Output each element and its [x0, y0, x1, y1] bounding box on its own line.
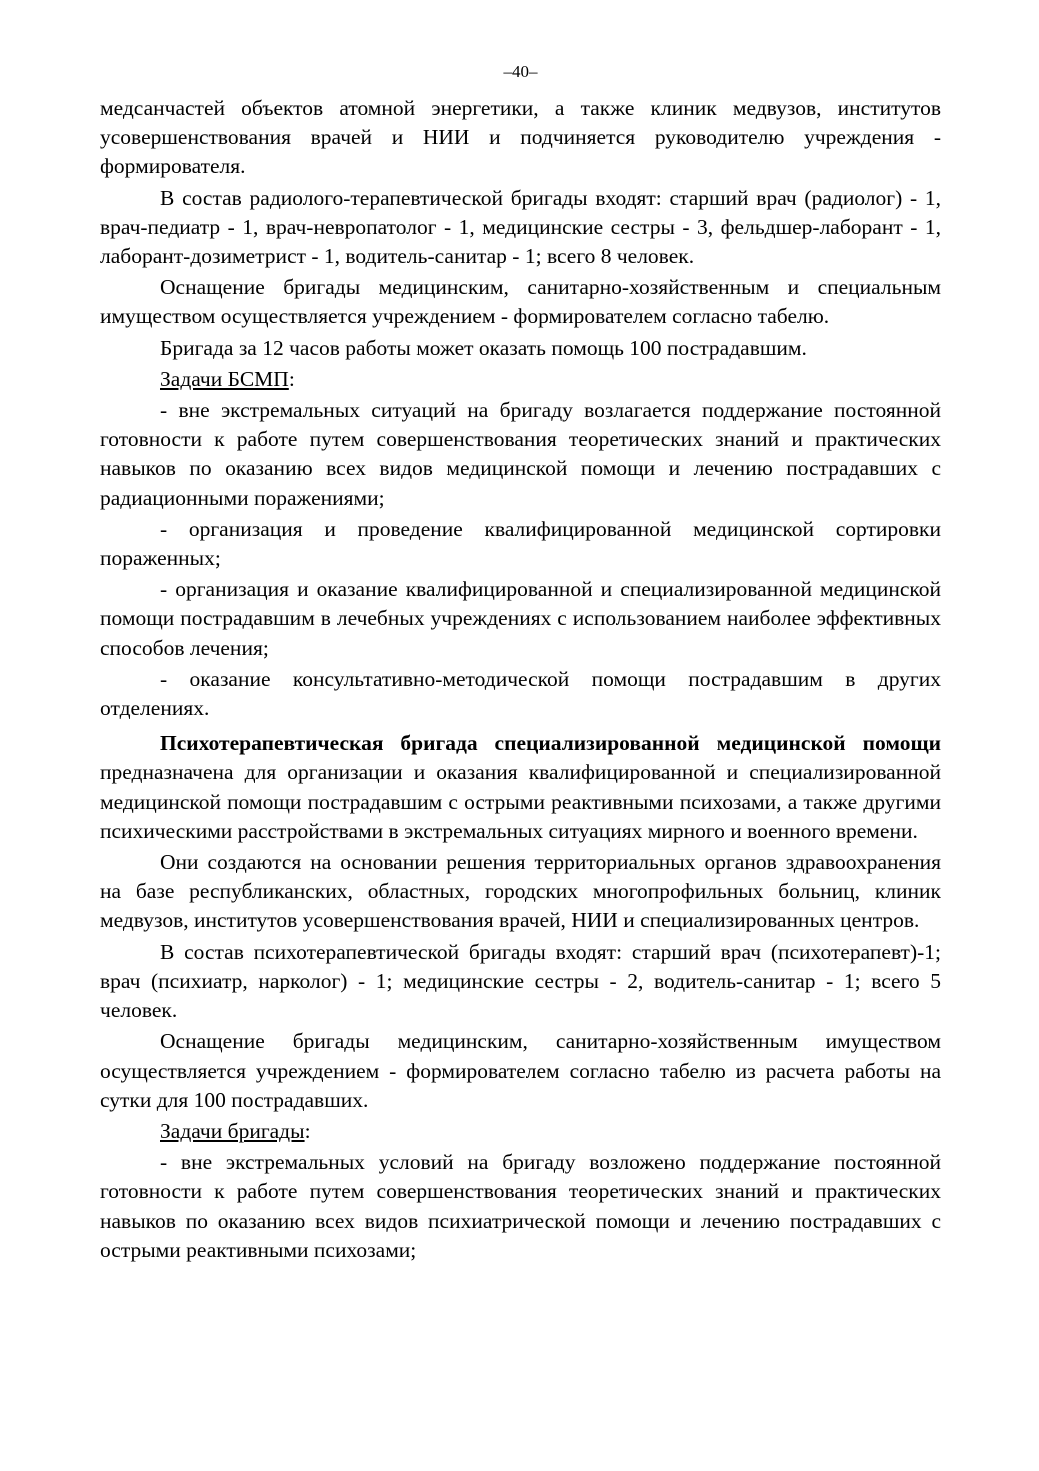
- page-body: [100, 94, 941, 1265]
- tasks-brigade-heading-colon: :: [304, 1118, 311, 1143]
- tasks-brigade-item: - вне экстремальных условий на бригаду возложено поддержание постоянной готовности к работе путем совершенствования теоретических знаний и практических навыков по оказанию всех видов психиатрической помощи и лечению пострадавших с острыми реактивными психозами;: [100, 1150, 941, 1262]
- paragraph-radiology-composition: В состав радиолого-терапевтической бригады входят: старший врач (радиолог) - 1, врач-педиатр - 1, врач-невропатолог - 1, медицинские сестры - 3, фельдшер-лаборант - 1, лаборант-дозиметрист - 1, водитель-санитар - 1; всего 8 человек.: [100, 185, 941, 269]
- tasks-bsmp-item: - вне экстремальных ситуаций на бригаду возлагается поддержание постоянной готовности к работе путем совершенствования теоретических знаний и практических навыков по оказанию всех видов медицинской помощи и лечению пострадавших с радиационными поражениями;: [100, 398, 941, 510]
- paragraph-radiology-equipment: Оснащение бригады медицинским, санитарно-хозяйственным и специальным имуществом осуществляется учреждением - формирователем согласно табелю.: [100, 275, 941, 329]
- page-number: –40–: [503, 62, 538, 81]
- tasks-bsmp-item: - оказание консультативно-методической помощи пострадавшим в других отделениях.: [100, 666, 941, 721]
- paragraph-radiology-capacity: Бригада за 12 часов работы может оказать помощь 100 пострадавшим.: [160, 335, 807, 360]
- tasks-brigade-heading-text: Задачи бригады: [160, 1118, 305, 1143]
- paragraph-psycho-equipment: Оснащение бригады медицинским, санитарно-хозяйственным имуществом осуществляется учреждением - формирователем согласно табелю из расчета работы на сутки для 100 пострадавших.: [100, 1029, 941, 1112]
- paragraph-psycho-creation: Они создаются на основании решения территориальных органов здравоохранения на базе республиканских, областных, городских многопрофильных больниц, клиник медвузов, институтов усовершенствования врачей, НИИ и специализированных центров.: [100, 850, 941, 933]
- tasks-bsmp-item: - организация и оказание квалифицированной и специализированной медицинской помощи пострадавшим в лечебных учреждениях с использованием наиболее эффективных способов лечения;: [100, 577, 941, 660]
- paragraph-psycho-lead: [100, 729, 941, 846]
- tasks-bsmp-heading-text: Задачи БСМП: [160, 366, 289, 391]
- psycho-bold-lead: Психотерапевтическая бригада специализированной медицинской помощи: [160, 731, 941, 756]
- tasks-brigade-heading: [100, 1117, 941, 1146]
- psycho-lead-rest: предназначена для организации и оказания квалифицированной и специализированной медицинской помощи пострадавшим с острыми реактивными психозами, а также другими психическими расстройствами в экстремальных ситуациях мирного и военного времени.: [100, 760, 941, 843]
- tasks-bsmp-heading: [100, 365, 941, 394]
- paragraph-psycho-composition: В состав психотерапевтической бригады входят: старший врач (психотерапевт)-1; врач (психиатр, нарколог) - 1; медицинские сестры - 2, водитель-санитар - 1; всего 5 человек.: [100, 939, 941, 1023]
- tasks-bsmp-item: - организация и проведение квалифицированной медицинской сортировки пораженных;: [100, 516, 941, 571]
- tasks-bsmp-heading-colon: :: [288, 366, 295, 391]
- paragraph-continuation: медсанчастей объектов атомной энергетики, а также клиник медвузов, институтов усовершенствования врачей и НИИ и подчиняется руководителю учреждения - формирователя.: [100, 96, 941, 179]
